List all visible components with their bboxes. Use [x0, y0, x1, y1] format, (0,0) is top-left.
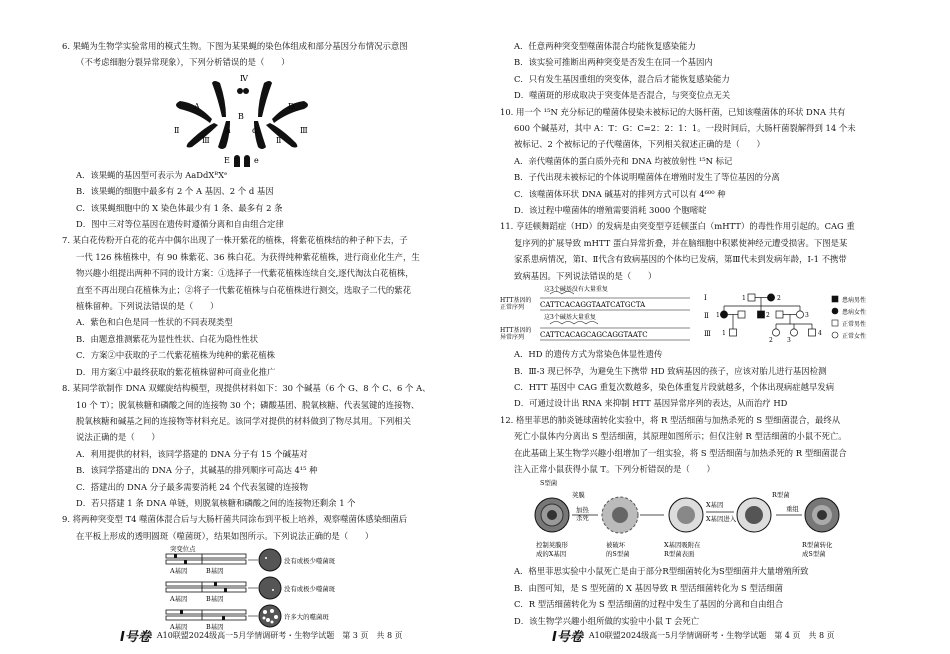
q11-option-c: C．HTT 基因中 CAG 重复次数越多，染色体重复片段就越多，个体出现病症越早发病: [514, 381, 835, 392]
q7-line-3: 物兴趣小组提出两种不同的设计方案：①选择子一代紫花植株连续自交,逐代淘汰白花植株，: [76, 268, 414, 279]
pedigree-num-I1: 1: [742, 295, 746, 303]
q12-capsule-label: 荚膜: [572, 491, 585, 500]
q12-caption-2a: 被破坏: [606, 541, 626, 550]
q11-line-1: 11. 亨廷顿舞蹈症（HD）的发病是由突变型亨廷顿蛋白（mHTT）的毒性作用引起的。CAG 重: [500, 221, 855, 232]
q12-line-1: 12. 格里菲思的肺炎链球菌转化实验中，将 R 型活细菌与加热杀死的 S 型细菌混合，最终从: [500, 414, 841, 425]
question-11: [500, 218, 895, 411]
q6-label-d: d: [252, 125, 258, 135]
q11-option-b: B．Ⅲ-3 现已怀孕，为避免生下携带 HD 致病基因的孩子，应该对胎儿进行基因检测: [514, 365, 827, 376]
q12-kill-label: 杀死: [576, 514, 589, 523]
q9-option-a: A．任意两种突变型噬菌体混合均能恢复感染能力: [514, 41, 696, 51]
q9-gene-a-2: A基因: [170, 595, 188, 604]
q9-gene-b-2: B基因: [206, 595, 224, 604]
q7-line-1: 7. 某白花传粉开白花的花卉中偶尔出现了一株开紫花的植株，将紫花植株结的种子种下去，子: [62, 235, 408, 246]
q6-stem-1: 6. 果蝇为生物学实验常用的模式生物。下图为某果蝇的染色体组成和部分基因分布情况示意图: [62, 41, 408, 51]
footer-left: [120, 626, 403, 645]
q12-figure: [500, 477, 895, 563]
question-8: [62, 380, 462, 511]
q12-caption-4b: 成S型菌: [802, 550, 826, 559]
left-column: [62, 38, 462, 632]
q12-heat-label: 加热: [576, 506, 589, 515]
question-12: [500, 412, 895, 629]
q9-gene-b-3: B基因: [206, 623, 224, 632]
pedigree-num-III4: 4: [818, 330, 822, 338]
q7-option-d: D．用方案①中最终获取的紫花植株留种可商业化推广: [76, 366, 276, 377]
q10-option-b: B．子代出现未被标记的个体说明噬菌体在增殖时发生了等位基因的分离: [514, 172, 780, 183]
q12-caption-4a: R型菌转化: [802, 541, 833, 550]
exam-logo-left: I号卷: [120, 630, 151, 645]
plaque-diagram: [62, 544, 462, 632]
q11-normal-label-2: 正常序列: [500, 304, 525, 312]
q9-option-d: D．噬菌斑的形成取决于突变体是否混合，与突变位点无关: [514, 90, 731, 101]
footer-left-text: A10联盟2024级高一5月学情调研考・生物学试题 第 3 页 共 8 页: [156, 631, 403, 640]
q8-line-1: 8. 某同学欲制作 DNA 双螺旋结构模型，现提供材料如下：30 个碱基（6 个 G、8 个 C、6 个 A、: [62, 383, 431, 394]
pedigree-gen-3: Ⅲ: [704, 330, 711, 339]
q8-option-d: D．若只搭建 1 条 DNA 单链，则脱氧核糖和磷酸之间的连接物还剩余 1 个: [76, 497, 356, 508]
q12-recombine-label: 重组: [786, 505, 799, 514]
q6-option-a: A．该果蝇的基因型可表示为 AaDdXᴮXᵉ: [76, 169, 228, 180]
question-10: [500, 104, 895, 219]
q9-line-2: 在平板上形成的透明圆斑（噬菌斑），结果如图所示。下列说法正确的是（ ）: [76, 530, 374, 541]
q6-chromosome-figure: [62, 71, 462, 167]
q10-option-c: C．该噬菌体环状 DNA 碱基对的排列方式可以有 4⁶⁰⁰ 种: [514, 188, 726, 199]
pedigree-num-III3: 3: [787, 337, 791, 345]
q11-normal-label-1: HTT基因的: [500, 297, 532, 305]
question-6: [62, 38, 462, 232]
q10-line-1: 10. 用一个 ¹⁵N 充分标记的噬菌体侵染未被标记的大肠杆菌，已知该噬菌体的环状 DNA 共有: [500, 106, 846, 117]
q6-label-a: a: [226, 125, 231, 135]
legend-affected-female: 患病女性: [842, 309, 867, 317]
q9-gene-a-3: A基因: [170, 623, 188, 632]
q7-option-c: C．方案②中获取的子二代紫花植株为纯种的紫花植株: [76, 350, 276, 361]
q12-x-gene-label: X基因: [706, 501, 724, 510]
q12-caption-1a: 控制荚膜形: [536, 541, 568, 550]
q9-gene-b-1: B基因: [206, 567, 224, 576]
q10-option-a: A．亲代噬菌体的蛋白质外壳和 DNA 均被放射性 ¹⁵N 标记: [514, 155, 733, 166]
q7-line-5: 植株留种。下列说法错误的是（ ）: [76, 301, 219, 312]
q10-line-3: 被标记、2 个被标记的子代噬菌体，下列相关叙述正确的是（ ）: [514, 139, 765, 150]
q6-label-D: D: [288, 101, 295, 111]
q6-option-d: D．图中三对等位基因在遗传时遵循分离和自由组合定律: [76, 219, 284, 230]
q11-line-4: 致病基因。下列说法错误的是（ ）: [514, 270, 657, 281]
q11-normal-note: 这3个碱基没有大量重复: [544, 286, 608, 294]
q7-line-2: 一代 126 株植株中，有 90 株紫花、36 株白花。为获得纯种紫花植株，进行商业化生产，生: [76, 251, 420, 262]
pedigree-gen-1: Ⅰ: [704, 294, 707, 303]
q12-option-a: A．格里菲思实验中小鼠死亡是由于部分R型细菌转化为S型细菌并大量增殖所致: [514, 566, 809, 577]
pedigree-num-II3: 3: [805, 312, 809, 320]
q10-option-d: D．该过程中噬菌体的增殖需要消耗 3000 个胞嘧啶: [514, 205, 707, 216]
q11-mutant-sequence: CATTCACAGCAGCAGGTAATC: [540, 331, 648, 340]
q6-label-III-right: Ⅲ: [300, 125, 308, 135]
q9-option-c: C．只有发生基因重组的突变体，混合后才能恢复感染能力: [514, 73, 730, 84]
question-9: [62, 511, 462, 632]
q8-line-4: 说法正确的是（ ）: [76, 432, 160, 443]
q9-figure: [62, 544, 462, 632]
q9-line-1: 9. 将两种突变型 T4 噬菌体混合后与大肠杆菌共同涂布到平板上培养，观察噬菌体感染细菌后: [62, 514, 408, 525]
q9-mutation-site-label: 突变位点: [170, 545, 196, 554]
q6-label-B: B: [238, 111, 244, 121]
pedigree-num-II2: 2: [766, 312, 770, 320]
q11-mutant-label-1: HTT基因的: [500, 327, 532, 335]
chromosome-diagram: [62, 71, 462, 167]
pedigree-num-III1: 1: [722, 330, 726, 338]
legend-affected-male: 患病男性: [842, 297, 867, 305]
q12-option-c: C．R 型活细菌转化为 S 型活细菌的过程中发生了基因的分离和自由组合: [514, 599, 784, 610]
q8-line-3: 脱氧核糖和碱基之间的连接物等材料充足。该同学对提供的材料做到了物尽其用。下列相关: [76, 415, 411, 426]
q12-caption-2b: 的S型菌: [606, 550, 630, 559]
q11-normal-sequence: CATTCACAGGTAATCATGCTA: [540, 301, 646, 310]
legend-normal-male: 正常男性: [842, 321, 867, 329]
q12-line-3: 在此基础上某生物学兴趣小组增加了一组实验，将 S 型活细菌与加热杀死的 R 型细菌混合: [514, 447, 847, 458]
q12-x-enter-label: X基因进入: [706, 515, 737, 524]
q6-label-e: e: [254, 155, 259, 165]
q6-option-b: B．该果蝇的细胞中最多有 2 个 A 基因、2 个 d 基因: [76, 186, 274, 197]
pedigree-num-III2: 2: [769, 337, 773, 345]
q12-s-type-label: S型菌: [540, 479, 558, 488]
q12-caption-3b: R型菌表面: [664, 550, 695, 559]
q11-option-d: D．可通过设计出 RNA 来抑制 HTT 基因异常序列的表达，从而治疗 HD: [514, 398, 788, 409]
q11-mutant-label-2: 异常序列: [500, 334, 525, 342]
exam-logo-right: I号卷: [552, 630, 583, 645]
q8-option-a: A．利用提供的材料，该同学搭建的 DNA 分子有 15 个碱基对: [76, 448, 308, 459]
q11-line-3: 家系患病情况，第Ⅰ、Ⅱ代含有致病基因的个体均已发病，第Ⅲ代未到发病年龄，Ⅰ-1 不携带: [514, 254, 847, 265]
q11-line-2: 复序列的扩展导致 mHTT 蛋白异常折叠，并在脑细胞中积累使神经元遭受损害。下图是某: [514, 237, 848, 248]
q12-caption-3a: X基因吸附在: [664, 541, 701, 550]
q7-option-b: B．由题意推测紫花为显性性状、白花为隐性性状: [76, 333, 259, 344]
transformation-diagram: [500, 477, 895, 563]
pedigree-and-sequence-diagram: [500, 284, 895, 346]
q12-option-b: B．由图可知，是 S 型死菌的 X 基因导致 R 型活细菌转化为 S 型活细菌: [514, 582, 783, 593]
question-7: [62, 232, 462, 380]
q6-label-iv: Ⅳ: [240, 73, 248, 83]
q6-stem-2: （不考虑细胞分裂异常现象），下列分析错误的是（ ）: [76, 57, 290, 68]
footer-right-text: A10联盟2024级高一5月学情调研考・生物学试题 第 4 页 共 8 页: [588, 631, 835, 640]
pedigree-num-II1: 1: [716, 312, 720, 320]
q9-result-1: 没有或极少噬菌斑: [284, 557, 336, 566]
q8-line-2: 10 个 T）；脱氧核糖和磷酸之间的连接物 30 个；磷酸基团、脱氧核糖、代表氢键的连接物、: [76, 399, 420, 410]
pedigree-gen-2: Ⅱ: [704, 312, 709, 321]
q8-option-b: B．该同学搭建出的 DNA 分子，其碱基的排列顺序可高达 4¹⁵ 种: [76, 465, 318, 476]
footer-right: [552, 626, 835, 645]
q6-label-II-right: Ⅱ: [276, 135, 282, 145]
q9-result-2: 没有或极少噬菌斑: [284, 585, 336, 594]
q12-option-d: D．该生物学兴趣小组所做的实验中小鼠 T 会死亡: [514, 615, 700, 626]
legend-normal-female: 正常女性: [842, 333, 867, 341]
q7-line-4: 直至不再出现白花植株为止；②将子一代紫花植株与白花植株进行测交，选取子二代的紫花: [76, 284, 411, 295]
q7-option-a: A．紫色和白色是同一性状的不同表现类型: [76, 317, 233, 328]
q6-option-c: C．该果蝇细胞中的 X 染色体最少有 1 条、最多有 2 条: [76, 202, 283, 213]
q9-gene-a-1: A基因: [170, 567, 188, 576]
q11-figure: [500, 284, 895, 346]
q6-label-E: E: [224, 155, 230, 165]
right-column: [500, 38, 895, 629]
q12-caption-1b: 成的X基因: [536, 550, 567, 559]
q12-line-4: 注入正常小鼠获得小鼠 T。下列分析错误的是（ ）: [514, 463, 715, 474]
q9-option-b: B．该实验可推断出两种突变是否发生在同一个基因内: [514, 57, 713, 68]
q12-r-type-label: R型菌: [772, 491, 790, 500]
q8-option-c: C．搭建出的 DNA 分子最多需要消耗 24 个代表氢键的连接物: [76, 481, 309, 492]
q10-line-2: 600 个碱基对，其中 A：T：G：C=2：2：1：1。一段时间后，大肠杆菌裂解得到 14 个未: [514, 123, 856, 134]
pedigree-num-I2: 2: [777, 295, 781, 303]
q11-mutant-note: 这3个碱基大量重复: [544, 314, 596, 322]
q6-label-III-left: Ⅲ: [202, 135, 210, 145]
q6-label-II-left: Ⅱ: [174, 125, 180, 135]
q6-label-A: A: [194, 101, 200, 111]
q9-result-3: 许多大的噬菌斑: [284, 613, 329, 622]
q12-line-2: 死亡小鼠体内分离出 S 型活细菌，其原理如图所示；但仅注射 R 型活细菌的小鼠不死亡。: [514, 431, 847, 442]
q11-option-a: A．HD 的遗传方式为常染色体显性遗传: [514, 349, 663, 360]
